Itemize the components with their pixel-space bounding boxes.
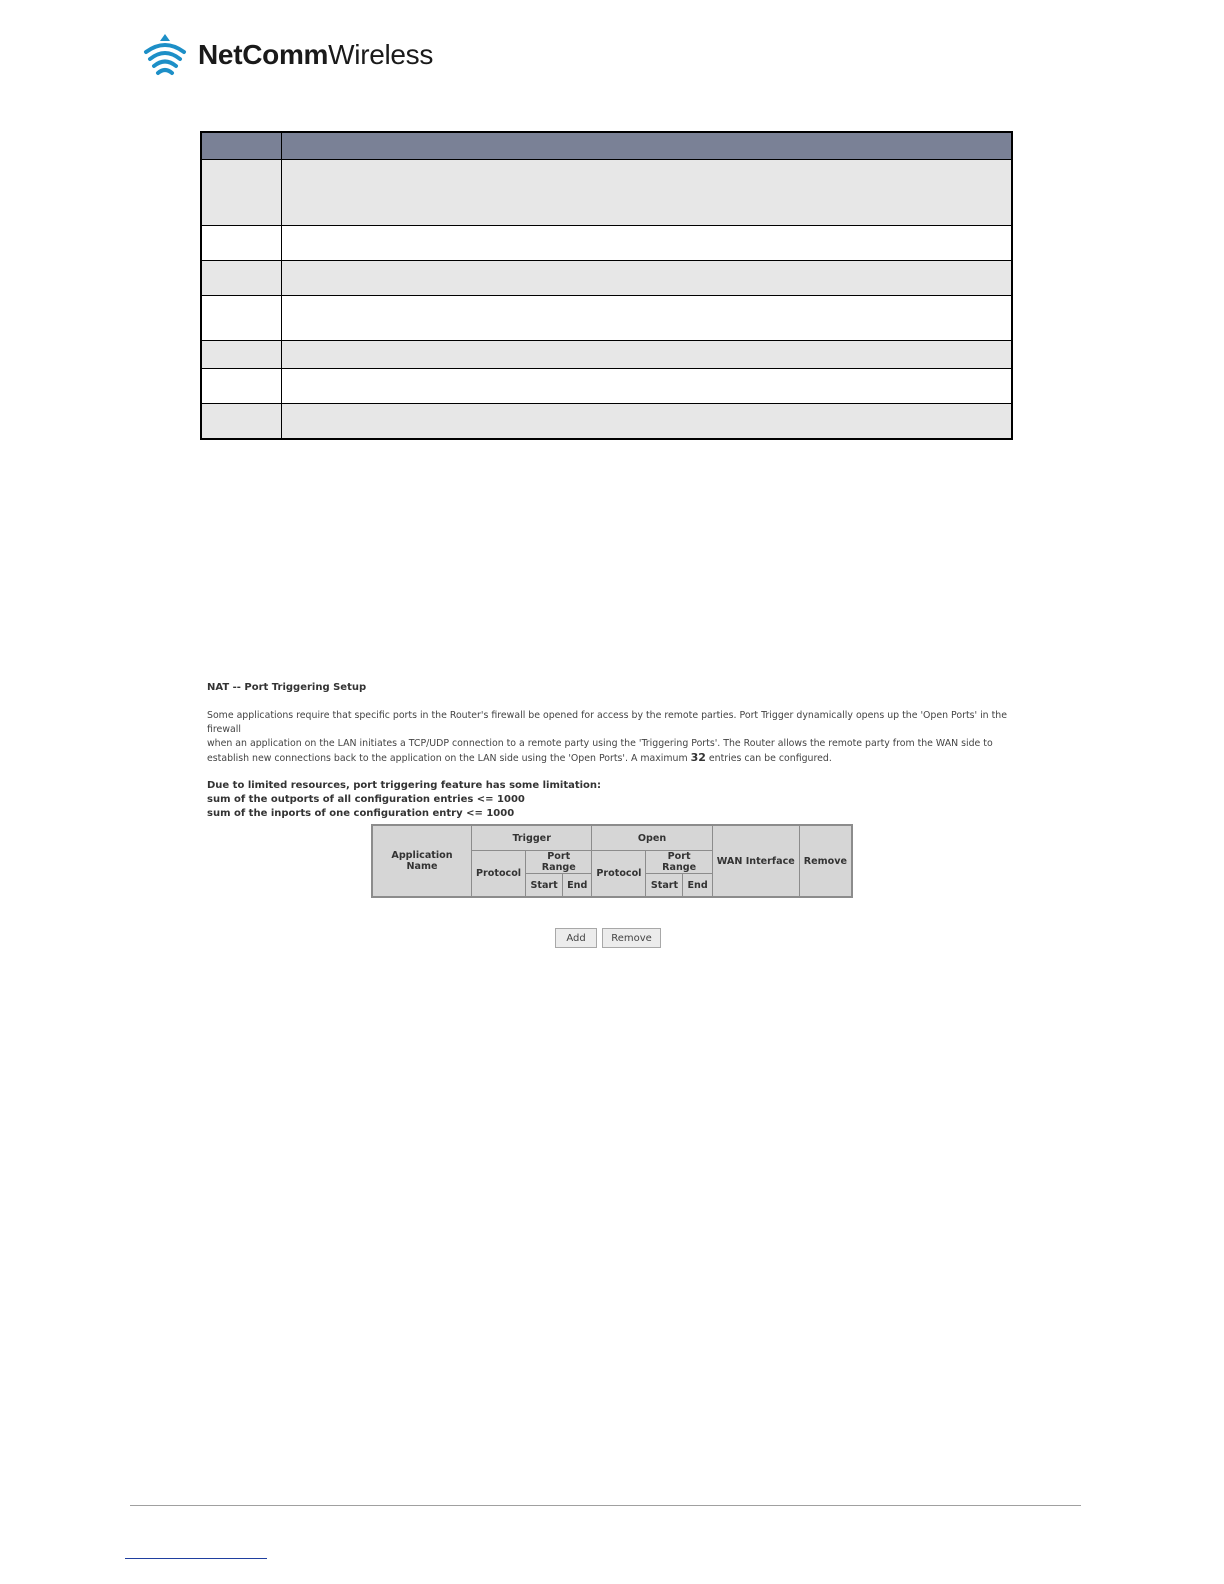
col-remove: Remove [799,825,852,897]
description-line: when an application on the LAN initiates a TCP/UDP connection to a remote party using the 'Triggering Ports'. The Router allows the remote party from the WAN side to [207,738,993,749]
col-wan-interface: WAN Interface [712,825,799,897]
doc-table-row [201,160,1012,226]
wifi-logo-icon [140,32,190,78]
col-trigger-end: End [563,874,592,898]
doc-table-row [201,226,1012,261]
col-open-port-range: Port Range [646,851,712,874]
page-title: NAT -- Port Triggering Setup [207,682,367,693]
col-open-protocol: Protocol [592,851,646,898]
doc-header-cell [282,132,1013,160]
netcomm-logo [140,30,433,80]
col-trigger-port-range: Port Range [526,851,592,874]
brand-name-regular: Wireless [328,39,434,70]
remove-button[interactable]: Remove [602,928,661,948]
col-open-end: End [683,874,712,898]
brand-name-bold: NetComm [198,39,329,70]
doc-table-row [201,404,1012,439]
footer-divider [130,1505,1081,1506]
col-trigger-start: Start [526,874,563,898]
col-trigger-protocol: Protocol [472,851,526,898]
doc-table [200,131,1013,440]
port-trigger-table [371,824,853,898]
port-triggering-screenshot [207,682,1019,821]
limitation-inports: sum of the inports of one configuration entry <= 1000 [207,808,515,819]
doc-table-row [201,261,1012,296]
action-buttons [555,928,661,948]
limitation-outports: sum of the outports of all configuration entries <= 1000 [207,794,525,805]
footer-link-underline[interactable] [125,1558,267,1559]
doc-table-row [201,296,1012,341]
limitation-heading: Due to limited resources, port triggering feature has some limitation: [207,780,602,791]
col-open-start: Start [646,874,683,898]
doc-table-row [201,369,1012,404]
limitations [207,779,1019,821]
col-trigger: Trigger [472,825,592,851]
description [207,709,1019,766]
col-open: Open [592,825,712,851]
doc-header-cell [201,132,282,160]
doc-table-header [201,132,1012,160]
brand-wordmark [198,39,433,71]
description-line: establish new connections back to the application on the LAN side using the 'Open Ports'. A maximum 32 entries can be configured. [207,751,832,764]
description-line: Some applications require that specific ports in the Router's firewall be opened for access by the remote parties. Port Trigger dynamically opens up the 'Open Ports' in the firewall [207,710,1007,735]
add-button[interactable]: Add [555,928,597,948]
doc-table-row [201,341,1012,369]
max-entries-value: 32 [690,751,706,764]
col-application-name: Application Name [372,825,472,897]
